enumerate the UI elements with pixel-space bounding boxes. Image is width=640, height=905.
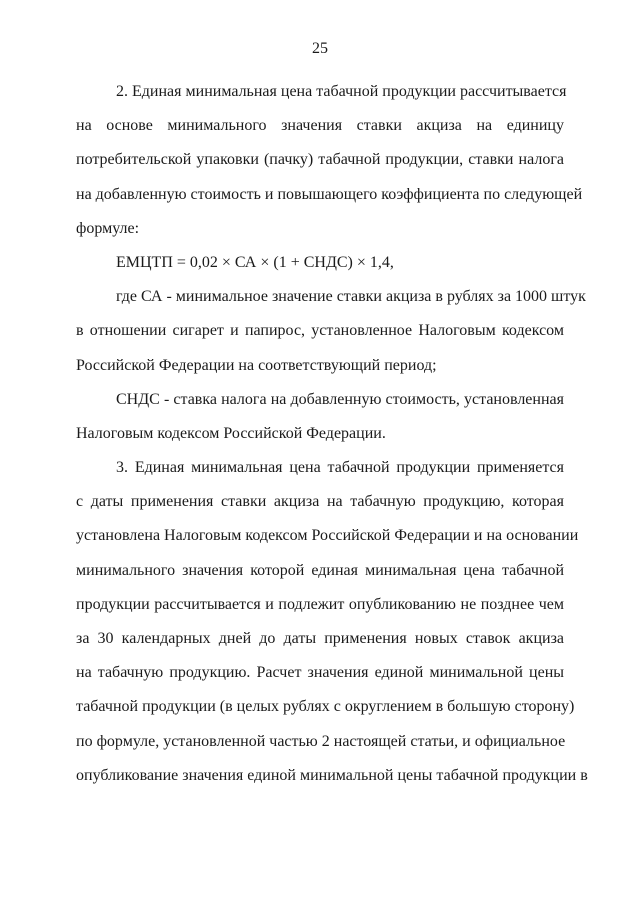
paragraph-3-line-4: минимального значения которой единая минимальная цена табачной — [76, 561, 564, 579]
definition-snds-line-2: Налоговым кодексом Российской Федерации. — [76, 424, 386, 442]
definition-snds-line-1: СНДС - ставка налога на добавленную стоимость, установленная — [116, 390, 564, 408]
paragraph-2-line-3: потребительской упаковки (пачку) табачной продукции, ставки налога — [76, 151, 564, 169]
paragraph-3-line-3: установлена Налоговым кодексом Российской Федерации и на основании — [76, 527, 579, 545]
paragraph-3-line-10: опубликование значения единой минимальной цены табачной продукции в — [76, 766, 588, 784]
definition-ca-line-3: Российской Федерации на соответствующий период; — [76, 356, 437, 374]
paragraph-2-line-4: на добавленную стоимость и повышающего коэффициента по следующей — [76, 185, 583, 203]
paragraph-2-line-2: на основе минимального значения ставки акциза на единицу — [76, 117, 564, 135]
page-number: 25 — [312, 40, 328, 57]
paragraph-3-line-5: продукции рассчитывается и подлежит опубликованию не позднее чем — [76, 595, 564, 613]
document-body — [76, 75, 588, 793]
paragraph-3-line-9: по формуле, установленной частью 2 настоящей статьи, и официальное — [76, 732, 566, 750]
paragraph-3-line-8: табачной продукции (в целых рублях с округлением в большую сторону) — [76, 698, 575, 716]
formula-line: ЕМЦТП = 0,02 × СА × (1 + СНДС) × 1,4, — [116, 253, 394, 271]
definition-ca-line-1: где СА - минимальное значение ставки акциза в рублях за 1000 штук — [116, 288, 586, 306]
paragraph-3-line-1: 3. Единая минимальная цена табачной продукции применяется — [116, 459, 564, 477]
paragraph-2-line-1: 2. Единая минимальная цена табачной продукции рассчитывается — [116, 83, 567, 100]
paragraph-3-line-2: с даты применения ставки акциза на табачную продукцию, которая — [76, 493, 564, 511]
paragraph-3-line-7: на табачную продукцию. Расчет значения единой минимальной цены — [76, 664, 564, 682]
paragraph-3-line-6: за 30 календарных дней до даты применения новых ставок акциза — [76, 630, 564, 647]
definition-ca-line-2: в отношении сигарет и папирос, установленное Налоговым кодексом — [76, 322, 564, 340]
paragraph-2-line-5: формуле: — [76, 219, 140, 237]
